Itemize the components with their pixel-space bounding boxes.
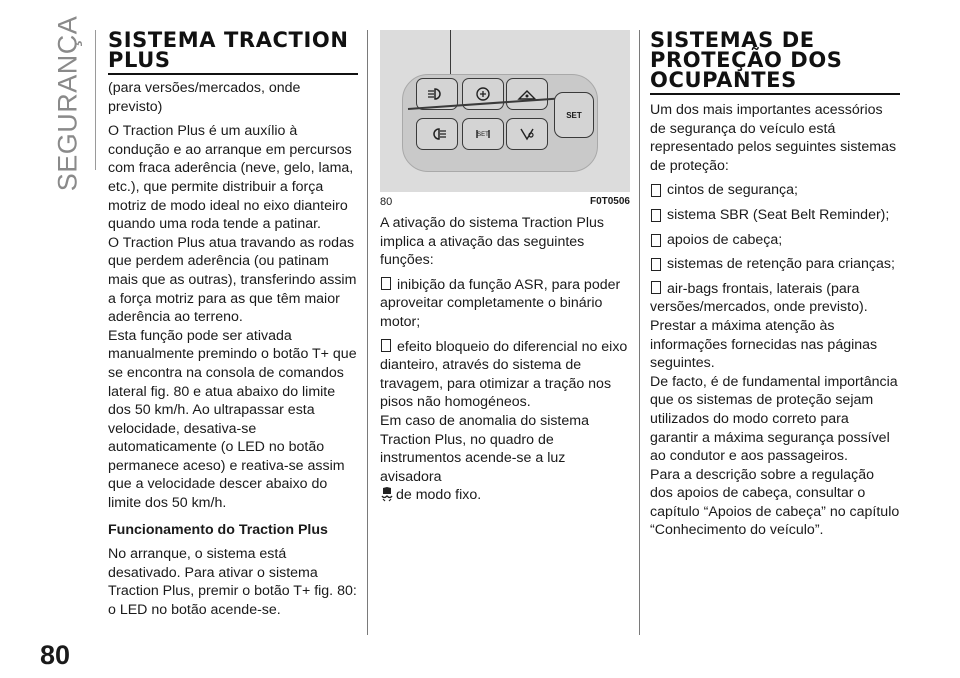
- section-side-label-text: SEGURANÇA: [52, 15, 83, 191]
- set-button: [554, 92, 594, 138]
- paragraph: Prestar a máxima atenção às informações fornecidas nas páginas seguintes.: [650, 317, 878, 372]
- checkbox-bullet-icon: [651, 281, 661, 294]
- list-item: [380, 338, 630, 412]
- checkbox-bullet-icon: [381, 339, 391, 352]
- paragraph: O Traction Plus é um auxílio à condução e ao arranque em percursos com fraca aderência (neve, gelo, lama, etc.), que permite distribuir a força motriz de modo ideal no eixo dianteiro quando uma roda tende a patinar.: [108, 123, 354, 233]
- paragraph: No arranque, o sistema está desativado. Para ativar o sistema Traction Plus, premir o botão T+ fig. 80: o LED no botão acende-se.: [108, 546, 357, 619]
- section-subtitle: (para versões/mercados, onde previsto): [108, 80, 301, 115]
- paragraph: A ativação do sistema Traction Plus implica a ativação das seguintes funções:: [380, 215, 604, 269]
- list-item: [650, 181, 900, 200]
- column-divider: [367, 30, 368, 635]
- tpms-button-icon: [506, 118, 548, 150]
- paragraph: Em caso de anomalia do sistema Traction Plus, no quadro de instrumentos acende-se a luz avisadora: [380, 412, 589, 485]
- side-divider: [95, 30, 96, 170]
- list-item: [380, 276, 630, 332]
- set-button-label: SET: [566, 110, 582, 120]
- subheading: Funcionamento do Traction Plus: [108, 521, 328, 538]
- figure-number: 80: [380, 196, 393, 208]
- section-side-label: [48, 15, 88, 191]
- paragraph: De facto, é de fundamental importância que os sistemas de proteção sejam utilizados do modo correto para garantir a máxima segurança possível ao condutor e aos passageiros.: [650, 373, 898, 465]
- paragraph-with-icon: [380, 486, 630, 508]
- checkbox-bullet-icon: [651, 184, 661, 197]
- checkbox-bullet-icon: [651, 209, 661, 222]
- paragraph: Para a descrição sobre a regulação dos apoios de cabeça, consultar o capítulo “Apoios de cabeça” no capítulo “Conhecimento do veículo”.: [650, 466, 900, 539]
- page-number: 80: [40, 640, 71, 670]
- svg-text:SET: SET: [477, 132, 489, 138]
- checkbox-bullet-icon: [651, 258, 661, 271]
- list-item: [650, 255, 900, 274]
- rear-fog-button-icon: [416, 118, 458, 150]
- figure-80-control-panel: [380, 30, 630, 192]
- list-item: [650, 206, 900, 225]
- column-divider: [639, 30, 640, 635]
- list-item: [650, 280, 900, 317]
- checkbox-bullet-icon: [381, 277, 391, 290]
- traction-warning-icon: [380, 486, 394, 508]
- paragraph-text: de modo fixo.: [396, 487, 482, 504]
- section-title: SISTEMA TRACTION PLUS: [108, 30, 358, 75]
- column-traction-plus: [108, 30, 358, 620]
- hill-descent-button-icon: [506, 78, 548, 110]
- list-item: [650, 231, 900, 250]
- list-item-text: sistemas de retenção para crianças;: [667, 256, 895, 273]
- list-item-text: efeito bloqueio do diferencial no eixo dianteiro, através do sistema de travagem, para otimizar a tração nos pisos não homogéneos.: [380, 338, 628, 411]
- list-item-text: cintos de segurança;: [667, 182, 798, 199]
- esc-button-icon: [462, 118, 504, 150]
- paragraph: O Traction Plus atua travando as rodas que perdem aderência (ou patinam mais que as outras), transferindo assim a força motriz para as que têm maior aderência ao terreno.: [108, 234, 357, 326]
- figure-code: F0T0506: [589, 196, 630, 207]
- list-item-text: air-bags frontais, laterais (para versões/mercados, onde previsto).: [650, 280, 868, 316]
- figure-caption: [380, 196, 630, 208]
- checkbox-bullet-icon: [651, 234, 661, 247]
- section-title: SISTEMAS DE PROTEÇÃO DOS OCUPANTES: [650, 30, 900, 95]
- paragraph: Um dos mais importantes acessórios de segurança do veículo está representado pelos seguintes sistemas de proteção:: [650, 102, 897, 174]
- column-figure: [380, 30, 630, 508]
- column-occupant-protection: [650, 30, 900, 540]
- list-item-text: sistema SBR (Seat Belt Reminder);: [667, 206, 890, 223]
- paragraph: Esta função pode ser ativada manualmente premindo o botão T+ que se encontra na consola de comandos lateral fig. 80 e atua abaixo do limite dos 50 km/h. Ao ultrapassar esta velocidade, desativa-se automaticamente (o LED no botão permanece aceso) e reativa-se assim que a velocidade descer abaixo do limite dos 50 km/h.: [108, 327, 357, 512]
- list-item-text: inibição da função ASR, para poder aproveitar completamente o binário motor;: [380, 276, 621, 330]
- list-item-text: apoios de cabeça;: [667, 231, 783, 248]
